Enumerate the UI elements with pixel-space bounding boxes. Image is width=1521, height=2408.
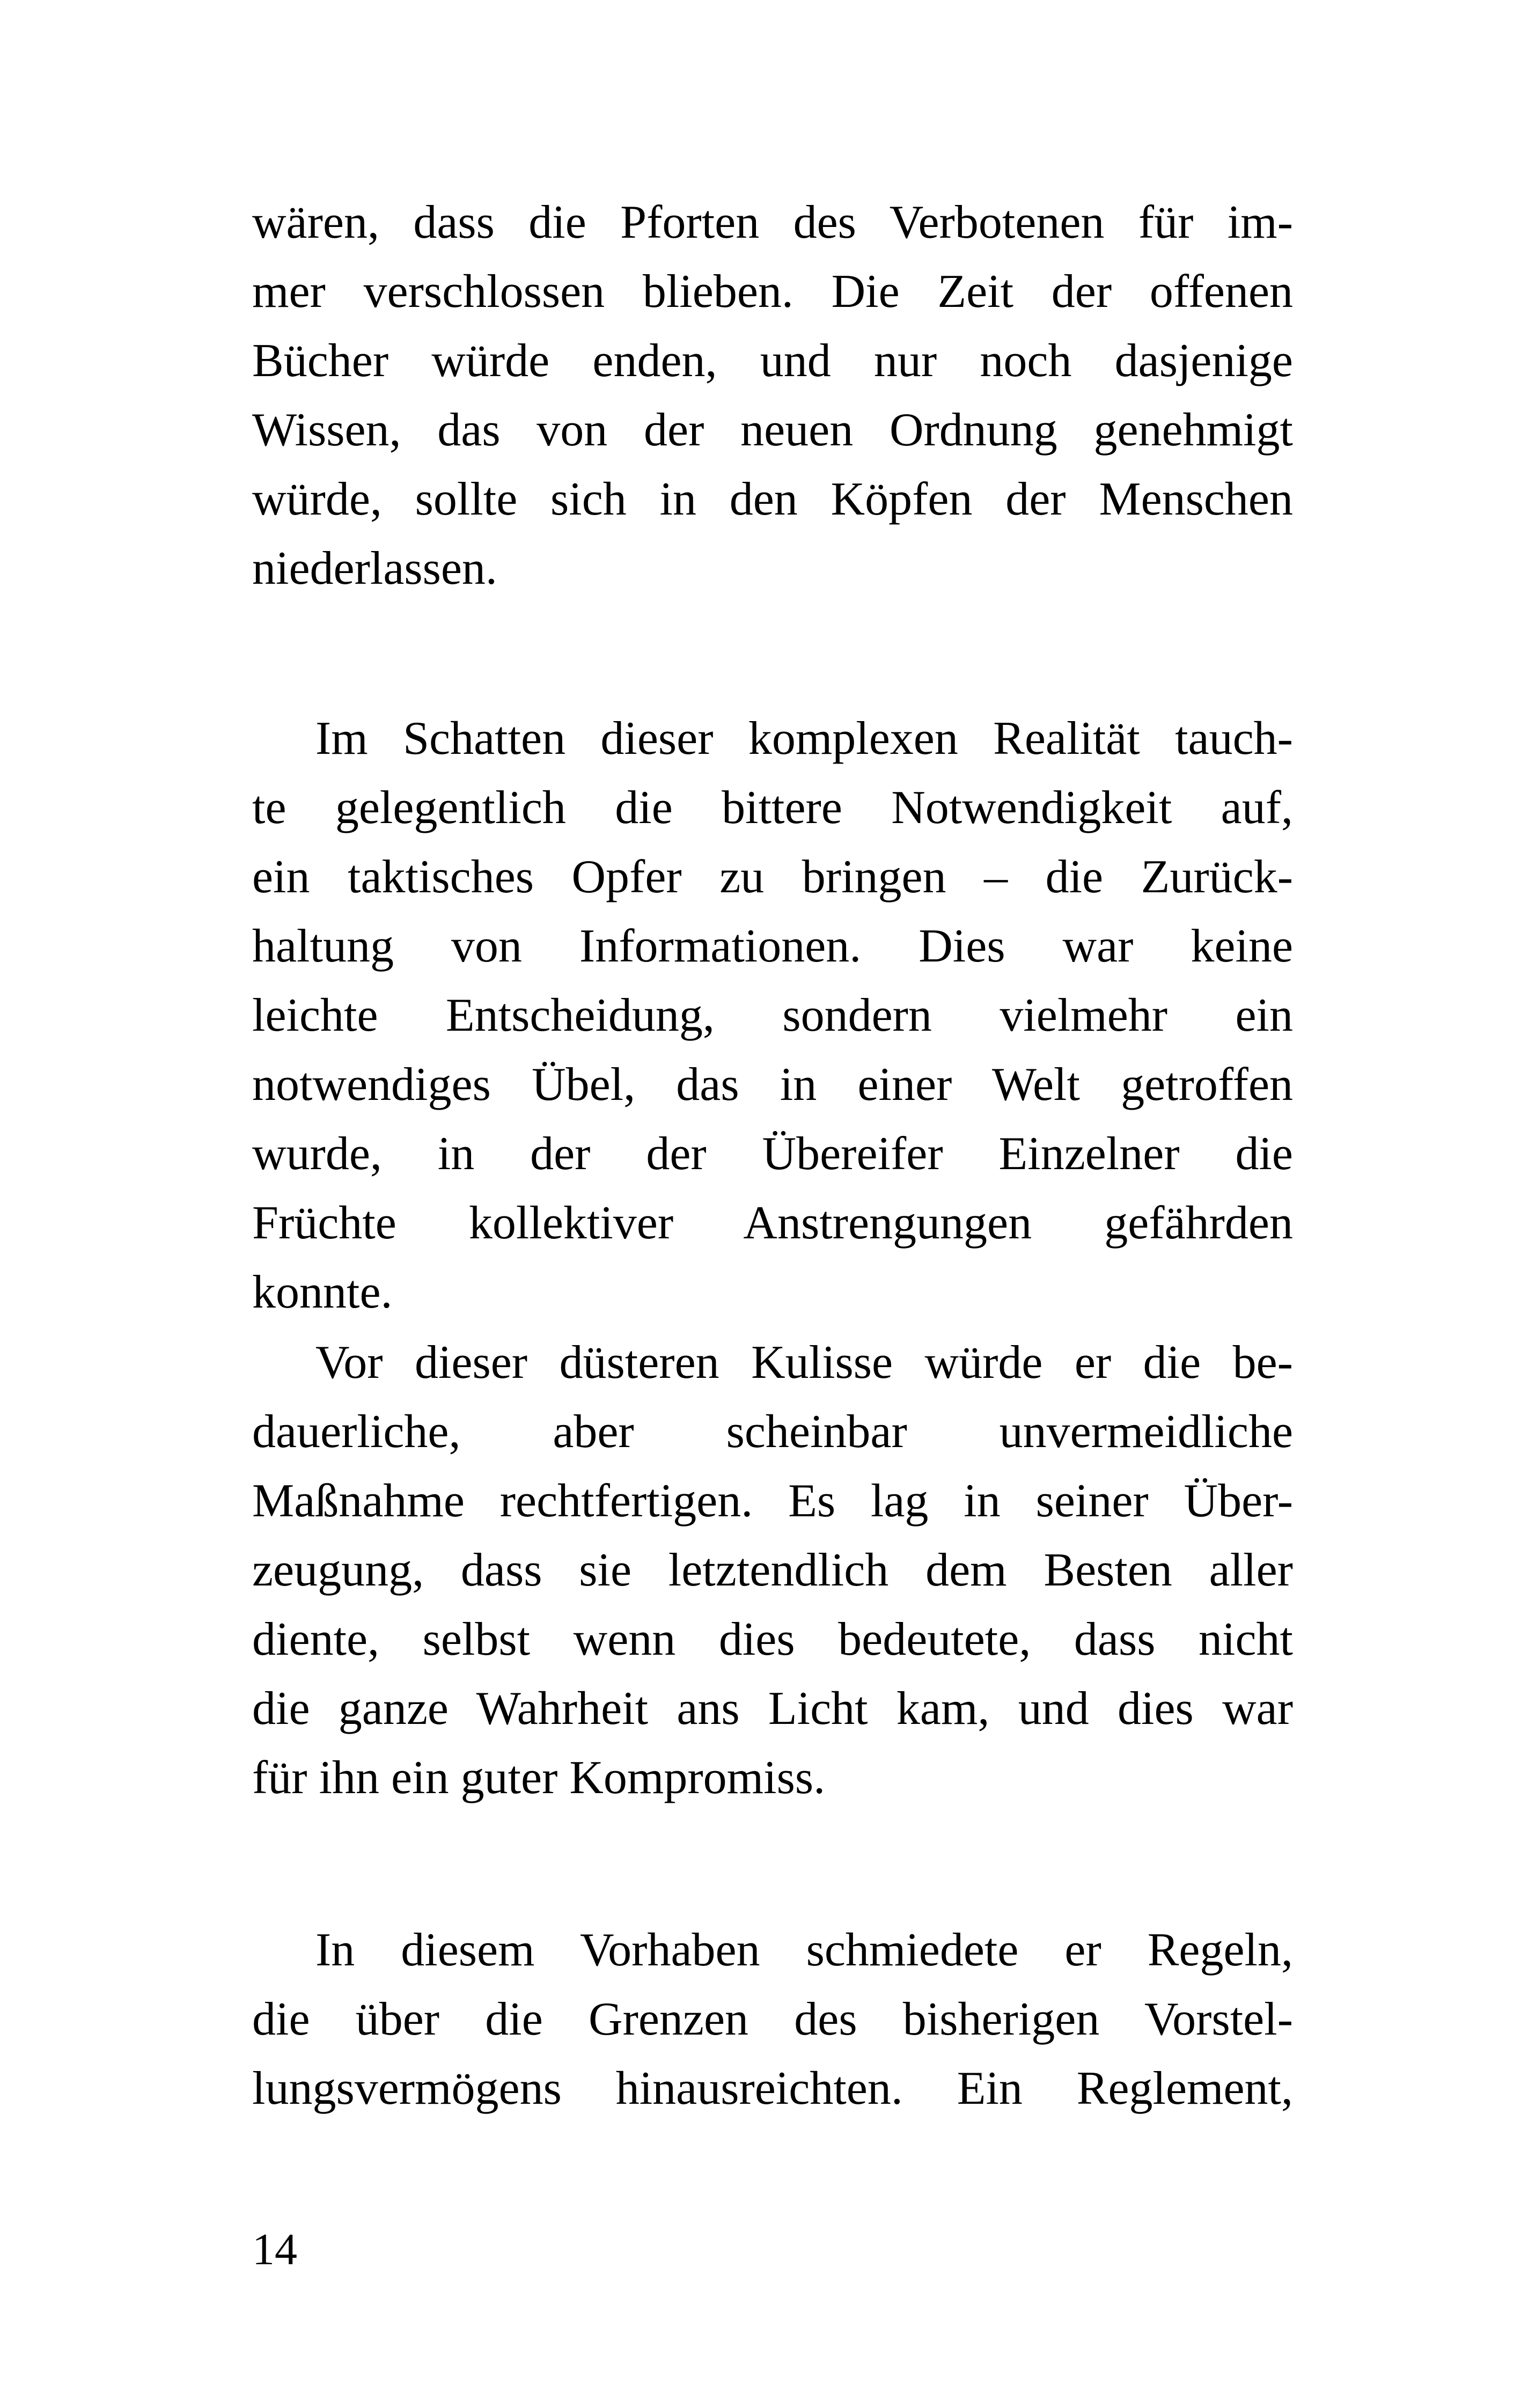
- text-line: diente, selbst wenn dies bedeutete, dass nicht: [252, 1613, 1293, 1665]
- paragraph-3: [252, 1328, 1293, 1812]
- text-line: Früchte kollektiver Anstrengungen gefährden: [252, 1197, 1293, 1249]
- text-line: haltung von Informationen. Dies war keine: [252, 920, 1293, 972]
- text-line: Im Schatten dieser komplexen Realität tauch-: [315, 713, 1293, 765]
- paragraph-4: [252, 1915, 1293, 2123]
- text-line: dauerliche, aber scheinbar unvermeidliche: [252, 1406, 1293, 1458]
- text-line: lungsvermögens hinausreichten. Ein Reglement,: [252, 2062, 1293, 2115]
- text-line: zeugung, dass sie letztendlich dem Besten aller: [252, 1544, 1293, 1596]
- text-line: Wissen, das von der neuen Ordnung genehmigt: [252, 404, 1293, 456]
- text-line: wären, dass die Pforten des Verbotenen für im-: [252, 196, 1293, 248]
- text-line: für ihn ein guter Kompromiss.: [252, 1752, 826, 1804]
- text-line: wurde, in der der Übereifer Einzelner die: [252, 1128, 1293, 1180]
- text-line: konnte.: [252, 1266, 393, 1318]
- text-line: niederlassen.: [252, 542, 497, 594]
- text-line: In diesem Vorhaben schmiedete er Regeln,: [315, 1924, 1293, 1976]
- text-line: würde, sollte sich in den Köpfen der Menschen: [252, 473, 1293, 525]
- text-line: mer verschlossen blieben. Die Zeit der offenen: [252, 266, 1293, 318]
- text-line: leichte Entscheidung, sondern vielmehr ein: [252, 989, 1293, 1041]
- paragraph-1: [252, 188, 1293, 603]
- text-line: die ganze Wahrheit ans Licht kam, und dies war: [252, 1683, 1293, 1735]
- text-line: ein taktisches Opfer zu bringen – die Zurück-: [252, 851, 1293, 903]
- text-line: notwendiges Übel, das in einer Welt getroffen: [252, 1059, 1293, 1111]
- text-line: Maßnahme rechtfertigen. Es lag in seiner Über-: [252, 1475, 1293, 1527]
- page-number: 14: [252, 2225, 297, 2274]
- text-line: Bücher würde enden, und nur noch dasjenige: [252, 335, 1293, 387]
- text-line: die über die Grenzen des bisherigen Vorstel-: [252, 1993, 1293, 2045]
- text-line: te gelegentlich die bittere Notwendigkeit auf,: [252, 782, 1293, 834]
- paragraph-2: [252, 704, 1293, 1327]
- text-line: Vor dieser düsteren Kulisse würde er die be-: [315, 1337, 1293, 1389]
